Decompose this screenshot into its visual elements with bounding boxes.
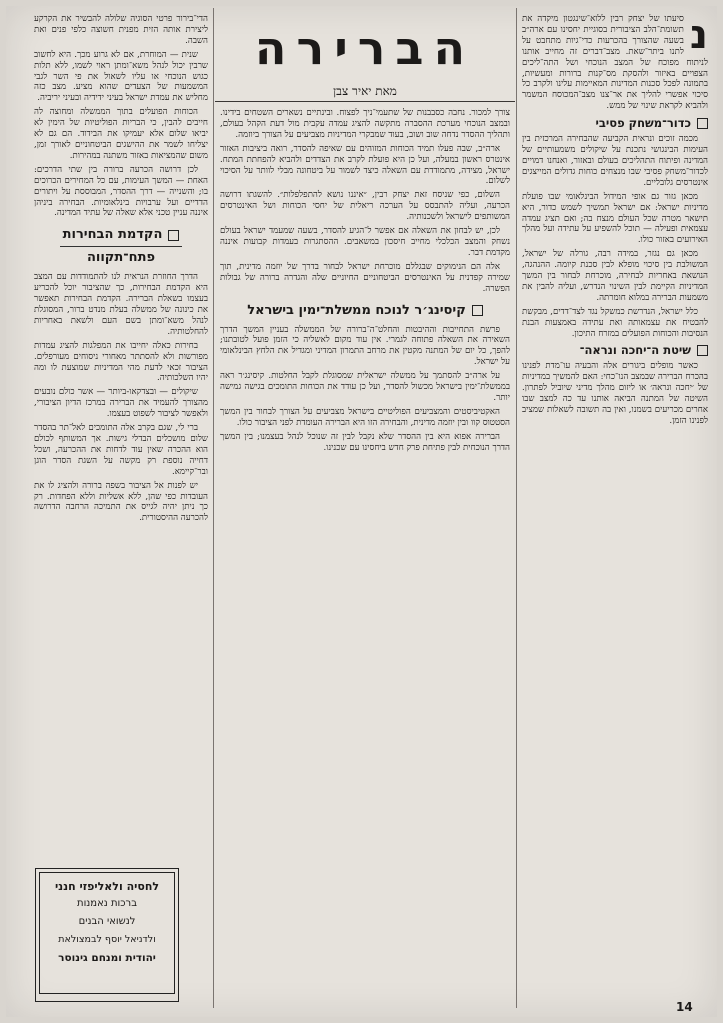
paragraph: בחירות כאלה יחייבו את המפלגות להציג עמדות מפורשות ולא להסתתר מאחורי ניסוחים מעורפלים. הציבור זכאי לדעת מהי המדיניות שמוצעת לו ומה יהיו השלכותיה. [34,340,208,384]
paragraph: הדי־בירור פרטי הסוגיה שלולה להבשיר את הקרקע ליצירת אותה הזית מפנית חשוצה כלפי פנים ואת השבה. [34,14,208,46]
intro-paragraph: נ סיעתו של יצחק רבין ללוא־שינגטון מיקדה את תשומת־הלב הציבורית בסוגיית יחסינו עם ארה״ב בשעה שהצורך בהכרעות כדי־גיות מתחבט על לתנו ביתר־שאת. מצב־דברים זה מחייב אותנו לניתוח מפוכח של המצב הנוכחי ושל התה־ליכים הצפויים באיזור ולהסקת מס־קנות ברורות ומעשיות, בתמונה לפכל סכנות המדינות המאיימות עלינו ולקרב כל סיכוי אפשרי להליך את אר־צנו מצב־המכוסח המשמר ולהביא לקראת שינוי של ממש. [522,14,708,112]
title-rule [215,101,515,102]
article-column-middle [220,108,510,1004]
paragraph: כאשר מופלים ביגורים אלה והבעיה עו־מדת לפנינו בהכרח הברירה שבמצב הנו־כחי: האם להמשיך במדיניות של ׳יחכה ונראה׳ או ליזום מהלך מדיני שיוביל לפתרון. השיטה של המתנה הביאה אותנו עד כה למצב שבו אחרים מכריעים בשמנו, ואין בה תשובה לשאלות שמציב לפנינו הזמן. [522,361,708,426]
heading-separator [60,246,182,247]
paragraph: יש לפנות אל הציבור בשפה ברורה ולהציג לו את העובדות כפי שהן, ללא אשליות וללא הפחדות. רק כך ניתן יהיה לגייס את התמיכה הרחבה הדרושה להכרעה ההיסטורית. [34,480,208,524]
paragraph: כלל ישראל, הנדרשת כמשקל נגד לצד־דדים, מבקשת להבטיח את עצמאותה ואת עתידה באמצעות הבנת הנסיבות והכוחות הפועלים במזרח התיכון. [522,306,708,339]
column-divider [516,8,517,1008]
greeting-notice-box [35,868,179,1002]
paragraph: ברי לי, שגם בקרב אלה התומכים לאל־תר בהסדר שלום מושכלים הבדלי גישות. אך המשותף לכולם הוא ההכרה שאין עוד לדחות את ההכרעה, ושכל דחייה נוספת רק מקשה על השגת הסדר הוגן ובר־קיימא. [34,423,208,477]
section-heading: קיסינג׳ר לנוכח ממשלת־ימין בישראל [220,303,510,319]
notice-heading: לחסיה ולאליפזי חנני [54,880,160,893]
notice-signature: יהודית ומנחם גינוסר [58,952,156,964]
paragraph: מכמה זוכים ונראית הקביעה שהבחירה המרכזית בין העימות הבינגושי נתכנת על שיקולים משמעותיים של המדינה ופיתוח התהליכים בעולם ובאזור, ואנחנו דמויים לכדור־משחק פסיבי שבו מנצחים כוחות גדולים המייצגים אינטרסים גלובליים. [522,134,708,188]
square-bullet-icon [697,118,708,129]
square-bullet-icon [168,230,179,241]
paragraph: מכאן גם נגזר, במידה רבה, גורלה של ישראל, המשולבת בין סיכוי מופלא לבין סכנת קיומה. ההנהגה, הנושאת באחריות לבחירה, מוכרחת לבחור בין המשך המדיניות הקיימת לבין השינוי הנדרש, ועליה להבין את משמעות הברירה במלוא חומרתה. [522,249,708,303]
paragraph: הדרך החוזרת הנראית לנו להתמודדות עם המצב היא הקדמת הבחירות, כך שהציבור יוכל להכריע בעצמו בשאלת הברירה. הקדמת הבחירות תאפשר את כינונה של ממשלה בעלת מנדט ברור, המסוגלת לנהל משא־ומתן בשם העם ולשאת באחריות להחלטותיה. [34,272,208,337]
paragraph: הברירה אפוא היא בין ההסדר שלא נקבל לבין זה שנוכל לנהל בעצמנו; בין המשך הדרך הנוכחית לבין פתיחת פרק חדש ביחסינו עם שכנינו. [220,431,510,453]
paragraph: הכוחות הפועלים בתוך הממשלה ומחוצה לה חייבים להבין, כי הבריות הפוליטיות של הימין לא יביאו שלום אלא יעמיקו את הבידוד. הם גם לא יצליחו לשמר את ההישגים הביטחוניים לאורך זמן, משום שהמציאות באזור משתנה במהירות. [34,107,208,161]
paragraph: צורך למכור. נחבה כסבבנות של שתעמי־ניך לפצוח. ובינתיים נשארים השטחים בידינו. ובמצב הנוכחי מערכת ההסברה מתקשה להציג עמדה עקבית מול דעת הקהל בעולם, ותהליך ההסדר נדחה שוב ושוב, בעוד שמבקרי המדיניות מצביעים על הצורך ביוזמה. [220,108,510,140]
section-heading: הקדמת הבחירות פתח־תקווה [34,227,208,266]
drop-cap: נ [689,14,708,58]
byline: מאת יאיר צבן [333,84,397,98]
page-number: 14 [676,1000,693,1014]
notice-line: לנשואי הבנים [78,916,136,927]
paragraph: ארה״ב, שבה פעלו תמיד הכוחות המזוהים עם שאיפה להסדר, רואה ביציבות האזור אינטרס ראשון במעלה, ועל כן היא פועלת לקרב את הצדדים ולהביא להפחתת המתח. ישראל, מצידה, מתמודדת עם השאלה כיצד לשמור על ביטחונה מבלי לוותר על הסיכוי לשלום. [220,143,510,187]
subhead: כדור־משחק פסיבי [522,116,708,130]
paragraph: שיקולים — ובצדקאו-ביותר — אשר כולם נובעים מהצורך להעמיד את הברירה במרכז הדיון הציבורי, ולאפשר לציבור לשפוט בעצמו. [34,387,208,420]
paragraph: מכאן גזור גם אופי המידול הבינלאומי שבו פועלת מדיניות ישראל: אם ישראל תמשיך לשמש כדור, היא תישאר מטרה שכל העולם מנצח בה; ואם תציג עמדה עצמאית ופעילה — תוכל להשפיע על עתידה ועל מהלך האירועים באזור כולו. [522,191,708,246]
paragraph: לכן דרושה הכרעה ברורה בין שתי הדרכים: האחת — המשך העימות, עם כל המחירים הכרוכים בו; והשנייה — דרך ההסדר, המבוססת על ויתורים הדדיים ועל ערבויות בינלאומיות. הבחירה ביניהן איננה עניין טכני אלא שאלה של עתיד המדינה. [34,164,208,219]
paragraph: פרשת התחייבות וההיבטות והחלט־ה־ברורה של הממשלה בעניין המשך הדרך השאירה את השאלה פתוחה לגמרי. אין עוד מקום לאשליה כי הזמן פועל לטובתנו; להפך, כל יום של המתנה מקטין את מרחב התמרון המדיני ומגדיל את הלחץ הבינלאומי על ישראל. [220,324,510,368]
notice-line: ולדניאל יוסף לבמצולאת [58,934,156,945]
square-bullet-icon [472,305,483,316]
paragraph: האקטיביסטים והמצביעים הפוליטיים בישראל מצביעים על הצורך לבחור בין המשך הסטטוס קוו ובין יוזמה מדינית, והבחירה הזו היא הברירה העומדת לפני הציבור כולו. [220,406,510,428]
square-bullet-icon [697,345,708,356]
paragraph: השלום, כפי שניסח זאת יצחק רבין, ״איננו נושא להתפלפלות״. להשגתו דרושה הכרעה, ועליה להתבסס על הערכה ריאלית של יחסי הכוחות ושל האינטרסים המשותפים לישראל ולשכנותיה. [220,190,510,223]
article-column-right [522,14,708,1004]
paragraph: אלה הם הנימוקים שבגללם מוכרחת ישראל לבחור בדרך של יוזמה מדינית, תוך שמירה קפדנית על האינטרסים הביטחוניים החיוניים שלה והגדרה ברורה של גבולות הפשרה. [220,261,510,294]
subhead: שיטת ה־יחכה ונראה־ [522,343,708,357]
notice-line: ברכות נאמנות [77,898,137,909]
page-title: הברירה [254,21,476,75]
paragraph: לכן, יש לבחון את השאלה אם אפשר ל־הגיע להסדר, בשעה שמעמד ישראל בעולם נשחק והמצב הכלכלי מחייב חיסכון במשאבים. ההסתגרות בעמדות קבועות איננה מקדמת דבר. [220,226,510,258]
article-column-left [34,14,208,859]
paragraph: שנית — המוחרת, אם לא גרוע מכך. היא לחשוב שרבין יכול לנהל משא־ומתן ראוי לשמו, ללא תלות כגוש הנוכחי או עליו לשאול את פי השר לגבי המשמעות של הצעדים שהוא מציע. מצב כזה מחליש את עמדת ישראל בעיני ידידיה ובעיני יריביה. [34,49,208,104]
paragraph: על ארה״ב להסתמך על ממשלה ישראלית שמסוגלת לקבל החלטות. קיסינג׳ר ראה בממשלת־ימין בישראל מכשול להסדר, ועל כן עודד את הכוחות התומכים בגישה גמישה יותר. [220,371,510,403]
column-divider [213,8,214,1008]
